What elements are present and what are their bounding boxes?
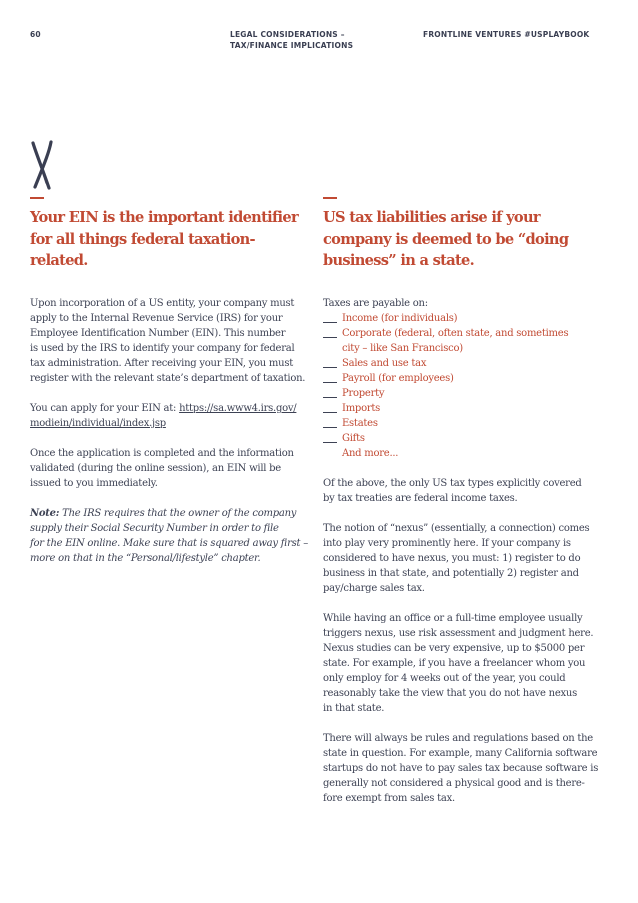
bullet-line	[323, 427, 337, 428]
heading-line: company is deemed to be “doing	[323, 230, 569, 248]
text-line: in that state.	[323, 703, 385, 714]
text-line: generally not considered a physical good and is there-	[323, 778, 585, 789]
ssn-note	[30, 506, 315, 566]
text-line: into play very prominently here. If your company is	[323, 538, 571, 549]
text-line: by tax treaties are federal income taxes.	[323, 493, 518, 504]
text-line: is used by the IRS to identify your company for federal	[30, 343, 295, 354]
list-item: Income (for individuals)	[323, 311, 613, 326]
taxes-intro: Taxes are payable on:	[323, 298, 428, 309]
accent-dash	[323, 197, 337, 199]
right-heading	[323, 207, 613, 273]
left-heading	[30, 207, 315, 273]
bullet-line	[323, 382, 337, 383]
nexus-risk-paragraph	[323, 611, 613, 716]
ein-application-link[interactable]: modiein/individual/index.jsp	[30, 418, 166, 429]
list-item: Estates	[323, 416, 613, 431]
heading-line: Your EIN is the important identifier	[30, 209, 298, 226]
heading-line: for all things federal taxation-	[30, 230, 255, 248]
text-line: considered to have nexus, you must: 1) register to do	[323, 553, 581, 564]
list-item: Imports	[323, 401, 613, 416]
regulations-paragraph	[323, 731, 613, 806]
ein-apply-paragraph	[30, 401, 315, 431]
heading-line: related.	[30, 252, 88, 269]
text-line: Upon incorporation of a US entity, your company must	[30, 298, 295, 309]
list-item: And more...	[342, 448, 399, 459]
ein-issue-paragraph	[30, 446, 315, 491]
text-line: triggers nexus, use risk assessment and judgment here.	[323, 628, 594, 639]
ein-application-link[interactable]: https://sa.www4.irs.gov/	[179, 403, 297, 414]
nexus-paragraph	[323, 521, 613, 596]
text-line: only employ for 4 weeks out of the year, you could	[323, 673, 566, 684]
right-body	[323, 296, 613, 821]
text-line: While having an office or a full-time employee usually	[323, 613, 583, 624]
text-line: state in question. For example, many California software	[323, 748, 598, 759]
page-number: 60	[30, 30, 41, 39]
bullet-line	[323, 337, 337, 338]
text-line: Once the application is completed and the information	[30, 448, 294, 459]
treaty-paragraph	[323, 476, 613, 506]
list-item: Payroll (for employees)	[323, 371, 613, 386]
text-line: There will always be rules and regulations based on the	[323, 733, 593, 744]
bullet-line	[323, 397, 337, 398]
bullet-line	[323, 412, 337, 413]
left-body	[30, 296, 315, 581]
brand-title: FRONTLINE VENTURES #USPLAYBOOK	[423, 30, 590, 39]
text-line: Employee Identification Number (EIN). This number	[30, 328, 286, 339]
text-line: state. For example, if you have a freelancer whom you	[323, 658, 586, 669]
text-line: Nexus studies can be very expensive, up to $5000 per	[323, 643, 585, 654]
tax-list	[323, 311, 613, 461]
list-item: Property	[323, 386, 613, 401]
ein-intro-paragraph	[30, 296, 315, 386]
text-line: pay/charge sales tax.	[323, 583, 425, 594]
text-line: validated (during the online session), an EIN will be	[30, 463, 281, 474]
heading-line: US tax liabilities arise if your	[323, 209, 540, 226]
section-title-line: LEGAL CONSIDERATIONS –	[230, 30, 345, 39]
text-line: register with the relevant state’s department of taxation.	[30, 373, 306, 384]
text-line: for the EIN online. Make sure that is squared away first –	[30, 538, 308, 549]
section-title	[230, 29, 353, 51]
text-line: business in that state, and potentially 2) register and	[323, 568, 579, 579]
text-line: fore exempt from sales tax.	[323, 793, 455, 804]
heading-line: business” in a state.	[323, 252, 474, 269]
text-line: issued to you immediately.	[30, 478, 158, 489]
section-title-line: TAX/FINANCE IMPLICATIONS	[230, 41, 354, 50]
text-line: apply to the Internal Revenue Service (IRS) for your	[30, 313, 283, 324]
list-item: Sales and use tax	[323, 356, 613, 371]
text-line: reasonably take the view that you do not have nexus	[323, 688, 577, 699]
text-line: Of the above, the only US tax types explicitly covered	[323, 478, 582, 489]
accent-dash	[30, 197, 44, 199]
text-line: You can apply for your EIN at:	[30, 403, 180, 414]
note-label: Note:	[30, 508, 60, 519]
text-line: supply their Social Security Number in order to file	[30, 523, 279, 534]
text-line: tax administration. After receiving your EIN, you must	[30, 358, 293, 369]
bullet-line	[323, 367, 337, 368]
text-line: more on that in the “Personal/lifestyle” chapter.	[30, 553, 261, 564]
x-mark-icon	[28, 139, 62, 191]
text-line: startups do not have to pay sales tax because software is	[323, 763, 599, 774]
bullet-line	[323, 322, 337, 323]
text-line: The notion of “nexus” (essentially, a connection) comes	[323, 523, 590, 534]
list-item: Corporate (federal, often state, and sometimes city – like San Francisco)	[323, 326, 613, 356]
list-item: Gifts	[323, 431, 613, 446]
text-line: The IRS requires that the owner of the company	[59, 508, 297, 519]
bullet-line	[323, 442, 337, 443]
